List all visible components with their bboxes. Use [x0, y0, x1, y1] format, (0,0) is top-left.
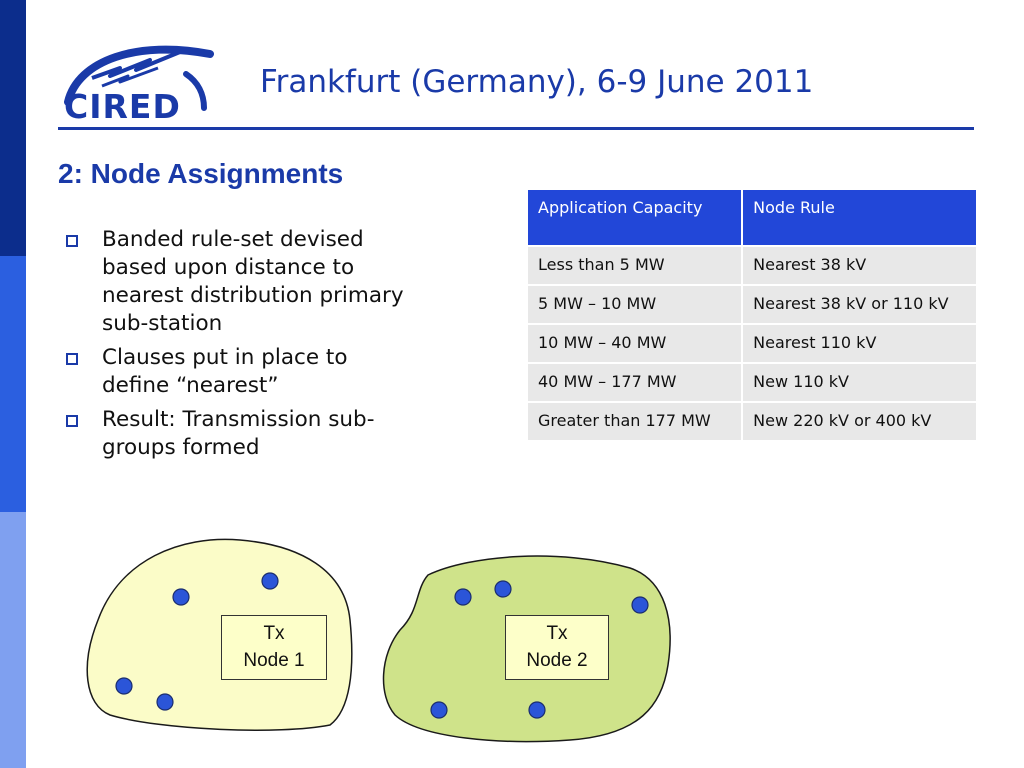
column-header-capacity: Application Capacity [527, 189, 742, 246]
bullet-text: Result: Transmission sub-groups formed [102, 407, 375, 460]
tx-node-1-box [221, 615, 327, 680]
tx-node-1-line1: Tx [263, 623, 285, 644]
tx-node-2-line1: Tx [546, 623, 568, 644]
node-rule-cell: New 110 kV [742, 363, 977, 402]
capacity-cell: 10 MW – 40 MW [527, 324, 742, 363]
column-header-node-rule: Node Rule [742, 189, 977, 246]
node-dot [495, 581, 511, 597]
logo-text: CIRED [64, 87, 181, 122]
node-dot [455, 589, 471, 605]
capacity-cell: 5 MW – 10 MW [527, 285, 742, 324]
node-dot [173, 589, 189, 605]
bullet-text: Banded rule-set devised based upon distance to nearest distribution primary sub-station [102, 227, 404, 336]
tx-node-2-line2: Node 2 [526, 650, 588, 671]
node-rule-cell: Nearest 110 kV [742, 324, 977, 363]
node-dot [116, 678, 132, 694]
node-dot [529, 702, 545, 718]
tx-node-1-line2: Node 1 [243, 650, 305, 671]
tx-node-2-box [505, 615, 609, 680]
capacity-cell: Less than 5 MW [527, 246, 742, 285]
node-dot [157, 694, 173, 710]
node-rule-cell: New 220 kV or 400 kV [742, 402, 977, 441]
node-dot [431, 702, 447, 718]
bullet-text: Clauses put in place to define “nearest” [102, 345, 348, 398]
slide-title: 2: Node Assignments [58, 158, 344, 189]
conference-title: Frankfurt (Germany), 6-9 June 2011 [260, 64, 814, 100]
capacity-cell: Greater than 177 MW [527, 402, 742, 441]
node-dot [262, 573, 278, 589]
capacity-cell: 40 MW – 177 MW [527, 363, 742, 402]
node-rule-cell: Nearest 38 kV or 110 kV [742, 285, 977, 324]
node-dot [632, 597, 648, 613]
node-rule-cell: Nearest 38 kV [742, 246, 977, 285]
